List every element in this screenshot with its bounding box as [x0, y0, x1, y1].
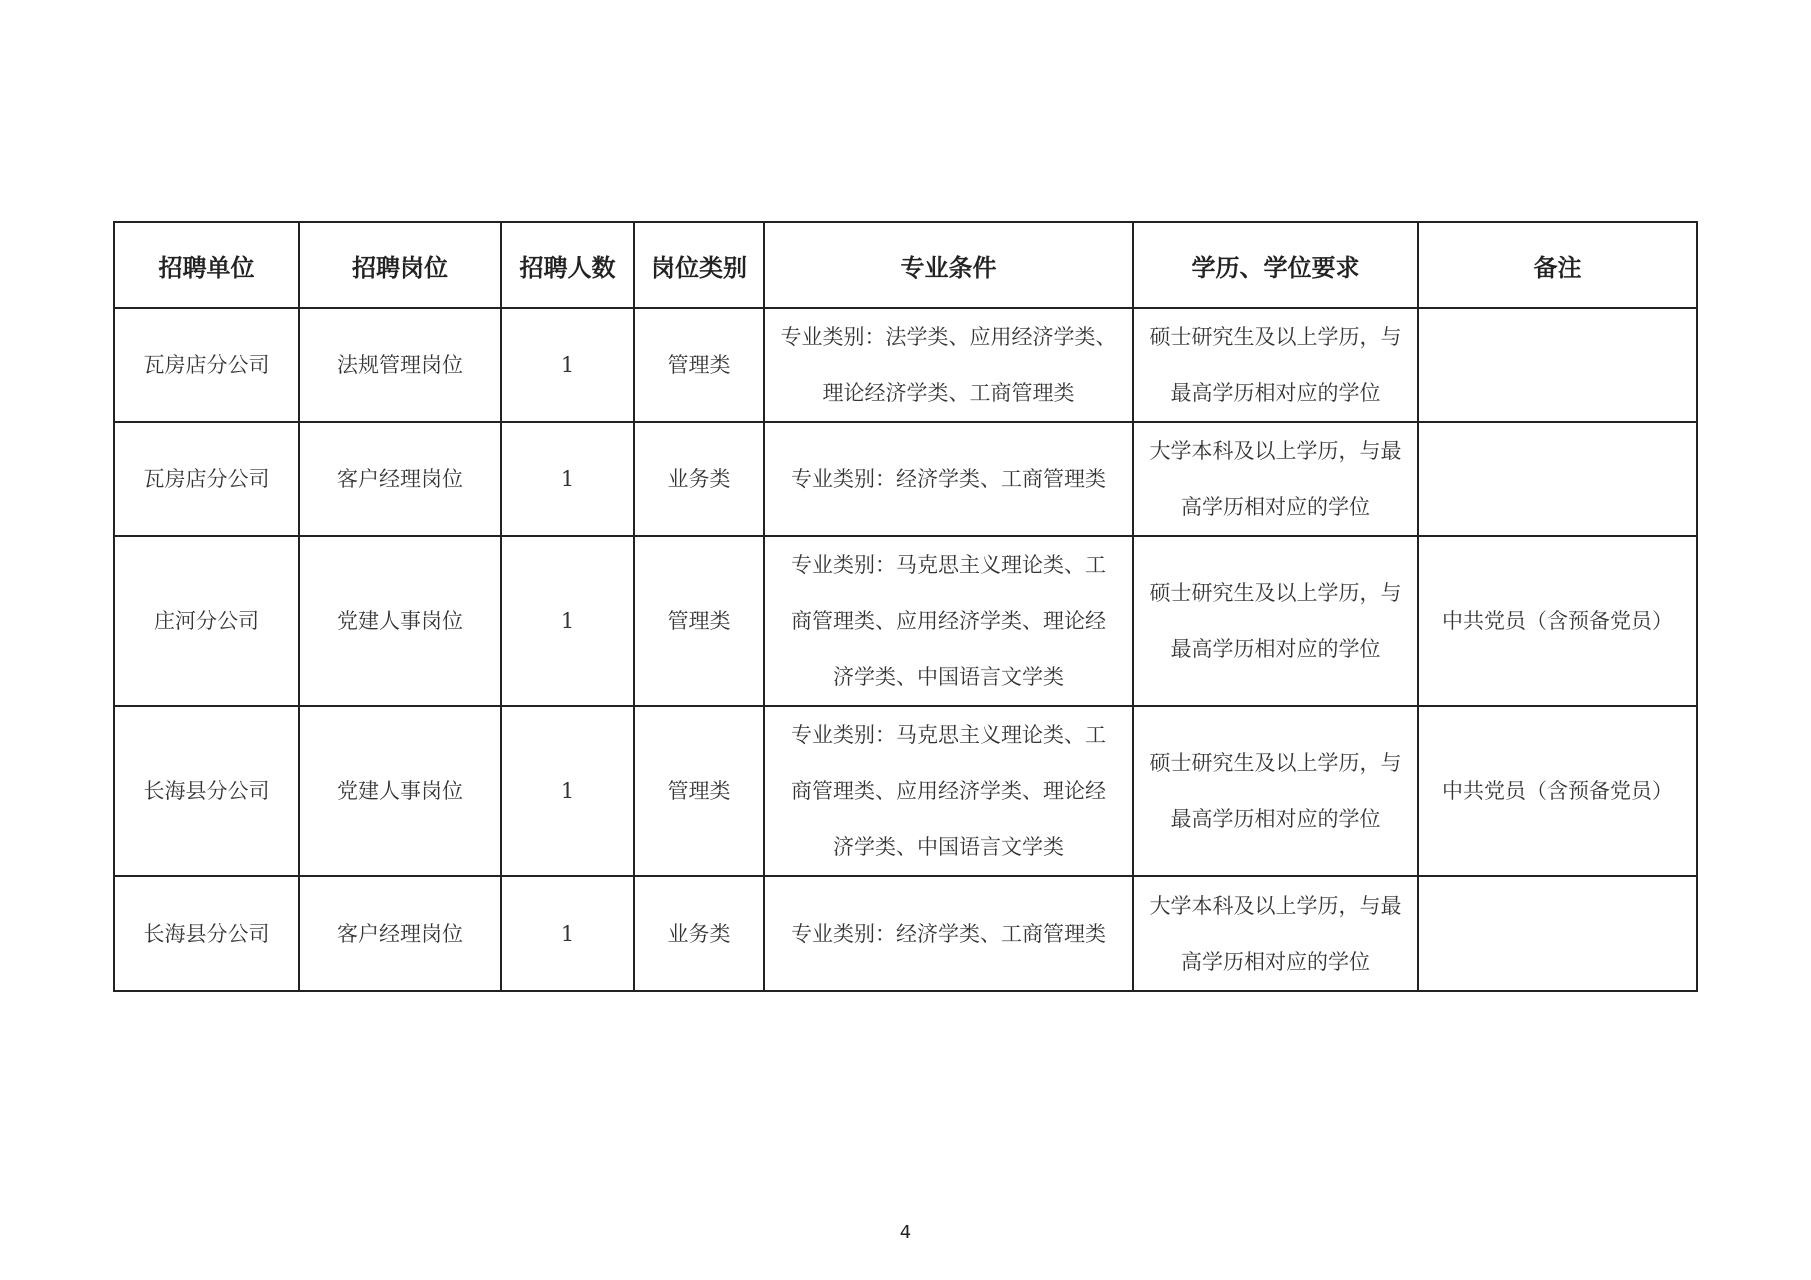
cell-major — [764, 536, 1133, 706]
cell-major-line: 商管理类、应用经济学类、理论经 — [791, 609, 1106, 633]
cell-remark — [1418, 308, 1697, 422]
cell-unit: 庄河分公司 — [114, 536, 299, 706]
cell-remark — [1418, 422, 1697, 536]
cell-education — [1133, 706, 1418, 876]
cell-category: 业务类 — [634, 876, 764, 991]
cell-education — [1133, 308, 1418, 422]
cell-education-line: 最高学历相对应的学位 — [1170, 807, 1381, 831]
cell-major — [764, 876, 1133, 991]
cell-remark: 中共党员（含预备党员） — [1418, 536, 1697, 706]
cell-major — [764, 422, 1133, 536]
cell-category: 管理类 — [634, 706, 764, 876]
table-row — [114, 308, 1697, 422]
cell-education-line: 高学历相对应的学位 — [1181, 949, 1370, 974]
cell-category: 业务类 — [634, 422, 764, 536]
cell-education-line: 大学本科及以上学历，与最 — [1149, 893, 1402, 918]
cell-major-line: 专业类别：经济学类、工商管理类 — [791, 467, 1106, 491]
header-position: 招聘岗位 — [299, 222, 501, 308]
table-header — [114, 222, 1697, 308]
cell-remark: 中共党员（含预备党员） — [1418, 706, 1697, 876]
cell-unit: 瓦房店分公司 — [114, 308, 299, 422]
table-row — [114, 422, 1697, 536]
cell-unit: 长海县分公司 — [114, 876, 299, 991]
table-row — [114, 536, 1697, 706]
cell-education-line: 大学本科及以上学历，与最 — [1149, 439, 1402, 463]
header-row — [114, 222, 1697, 308]
cell-education-line: 最高学历相对应的学位 — [1170, 381, 1381, 405]
cell-major-line: 专业类别：经济学类、工商管理类 — [791, 921, 1106, 946]
cell-education-line: 硕士研究生及以上学历，与 — [1149, 581, 1402, 605]
header-unit: 招聘单位 — [114, 222, 299, 308]
cell-major-line: 理论经济学类、工商管理类 — [822, 381, 1075, 405]
cell-category: 管理类 — [634, 308, 764, 422]
cell-major — [764, 706, 1133, 876]
cell-major-line: 专业类别：马克思主义理论类、工 — [791, 723, 1106, 747]
cell-unit: 瓦房店分公司 — [114, 422, 299, 536]
cell-position: 党建人事岗位 — [299, 706, 501, 876]
cell-major-line: 济学类、中国语言文学类 — [833, 835, 1064, 859]
cell-position: 党建人事岗位 — [299, 536, 501, 706]
table-row — [114, 876, 1697, 991]
cell-education — [1133, 422, 1418, 536]
table-body — [114, 308, 1697, 991]
cell-count: 1 — [501, 308, 634, 422]
page-number: 4 — [899, 1222, 912, 1243]
cell-remark — [1418, 876, 1697, 991]
cell-position: 客户经理岗位 — [299, 422, 501, 536]
cell-major-line: 专业类别：马克思主义理论类、工 — [791, 553, 1106, 577]
header-major: 专业条件 — [764, 222, 1133, 308]
header-category: 岗位类别 — [634, 222, 764, 308]
cell-major-line: 济学类、中国语言文学类 — [833, 665, 1064, 689]
header-education: 学历、学位要求 — [1133, 222, 1418, 308]
cell-major-line: 商管理类、应用经济学类、理论经 — [791, 779, 1106, 803]
cell-position: 客户经理岗位 — [299, 876, 501, 991]
cell-education-line: 最高学历相对应的学位 — [1170, 637, 1381, 661]
table-row — [114, 706, 1697, 876]
cell-count: 1 — [501, 422, 634, 536]
cell-unit: 长海县分公司 — [114, 706, 299, 876]
cell-education-line: 硕士研究生及以上学历，与 — [1149, 751, 1402, 775]
cell-education — [1133, 536, 1418, 706]
header-count: 招聘人数 — [501, 222, 634, 308]
cell-education-line: 硕士研究生及以上学历，与 — [1149, 325, 1402, 349]
cell-count: 1 — [501, 706, 634, 876]
cell-count: 1 — [501, 876, 634, 991]
cell-education — [1133, 876, 1418, 991]
recruitment-table — [113, 221, 1698, 992]
cell-education-line: 高学历相对应的学位 — [1181, 495, 1370, 519]
cell-position: 法规管理岗位 — [299, 308, 501, 422]
cell-major — [764, 308, 1133, 422]
cell-major-line: 专业类别：法学类、应用经济学类、 — [780, 325, 1117, 349]
cell-count: 1 — [501, 536, 634, 706]
header-remark: 备注 — [1418, 222, 1697, 308]
cell-category: 管理类 — [634, 536, 764, 706]
